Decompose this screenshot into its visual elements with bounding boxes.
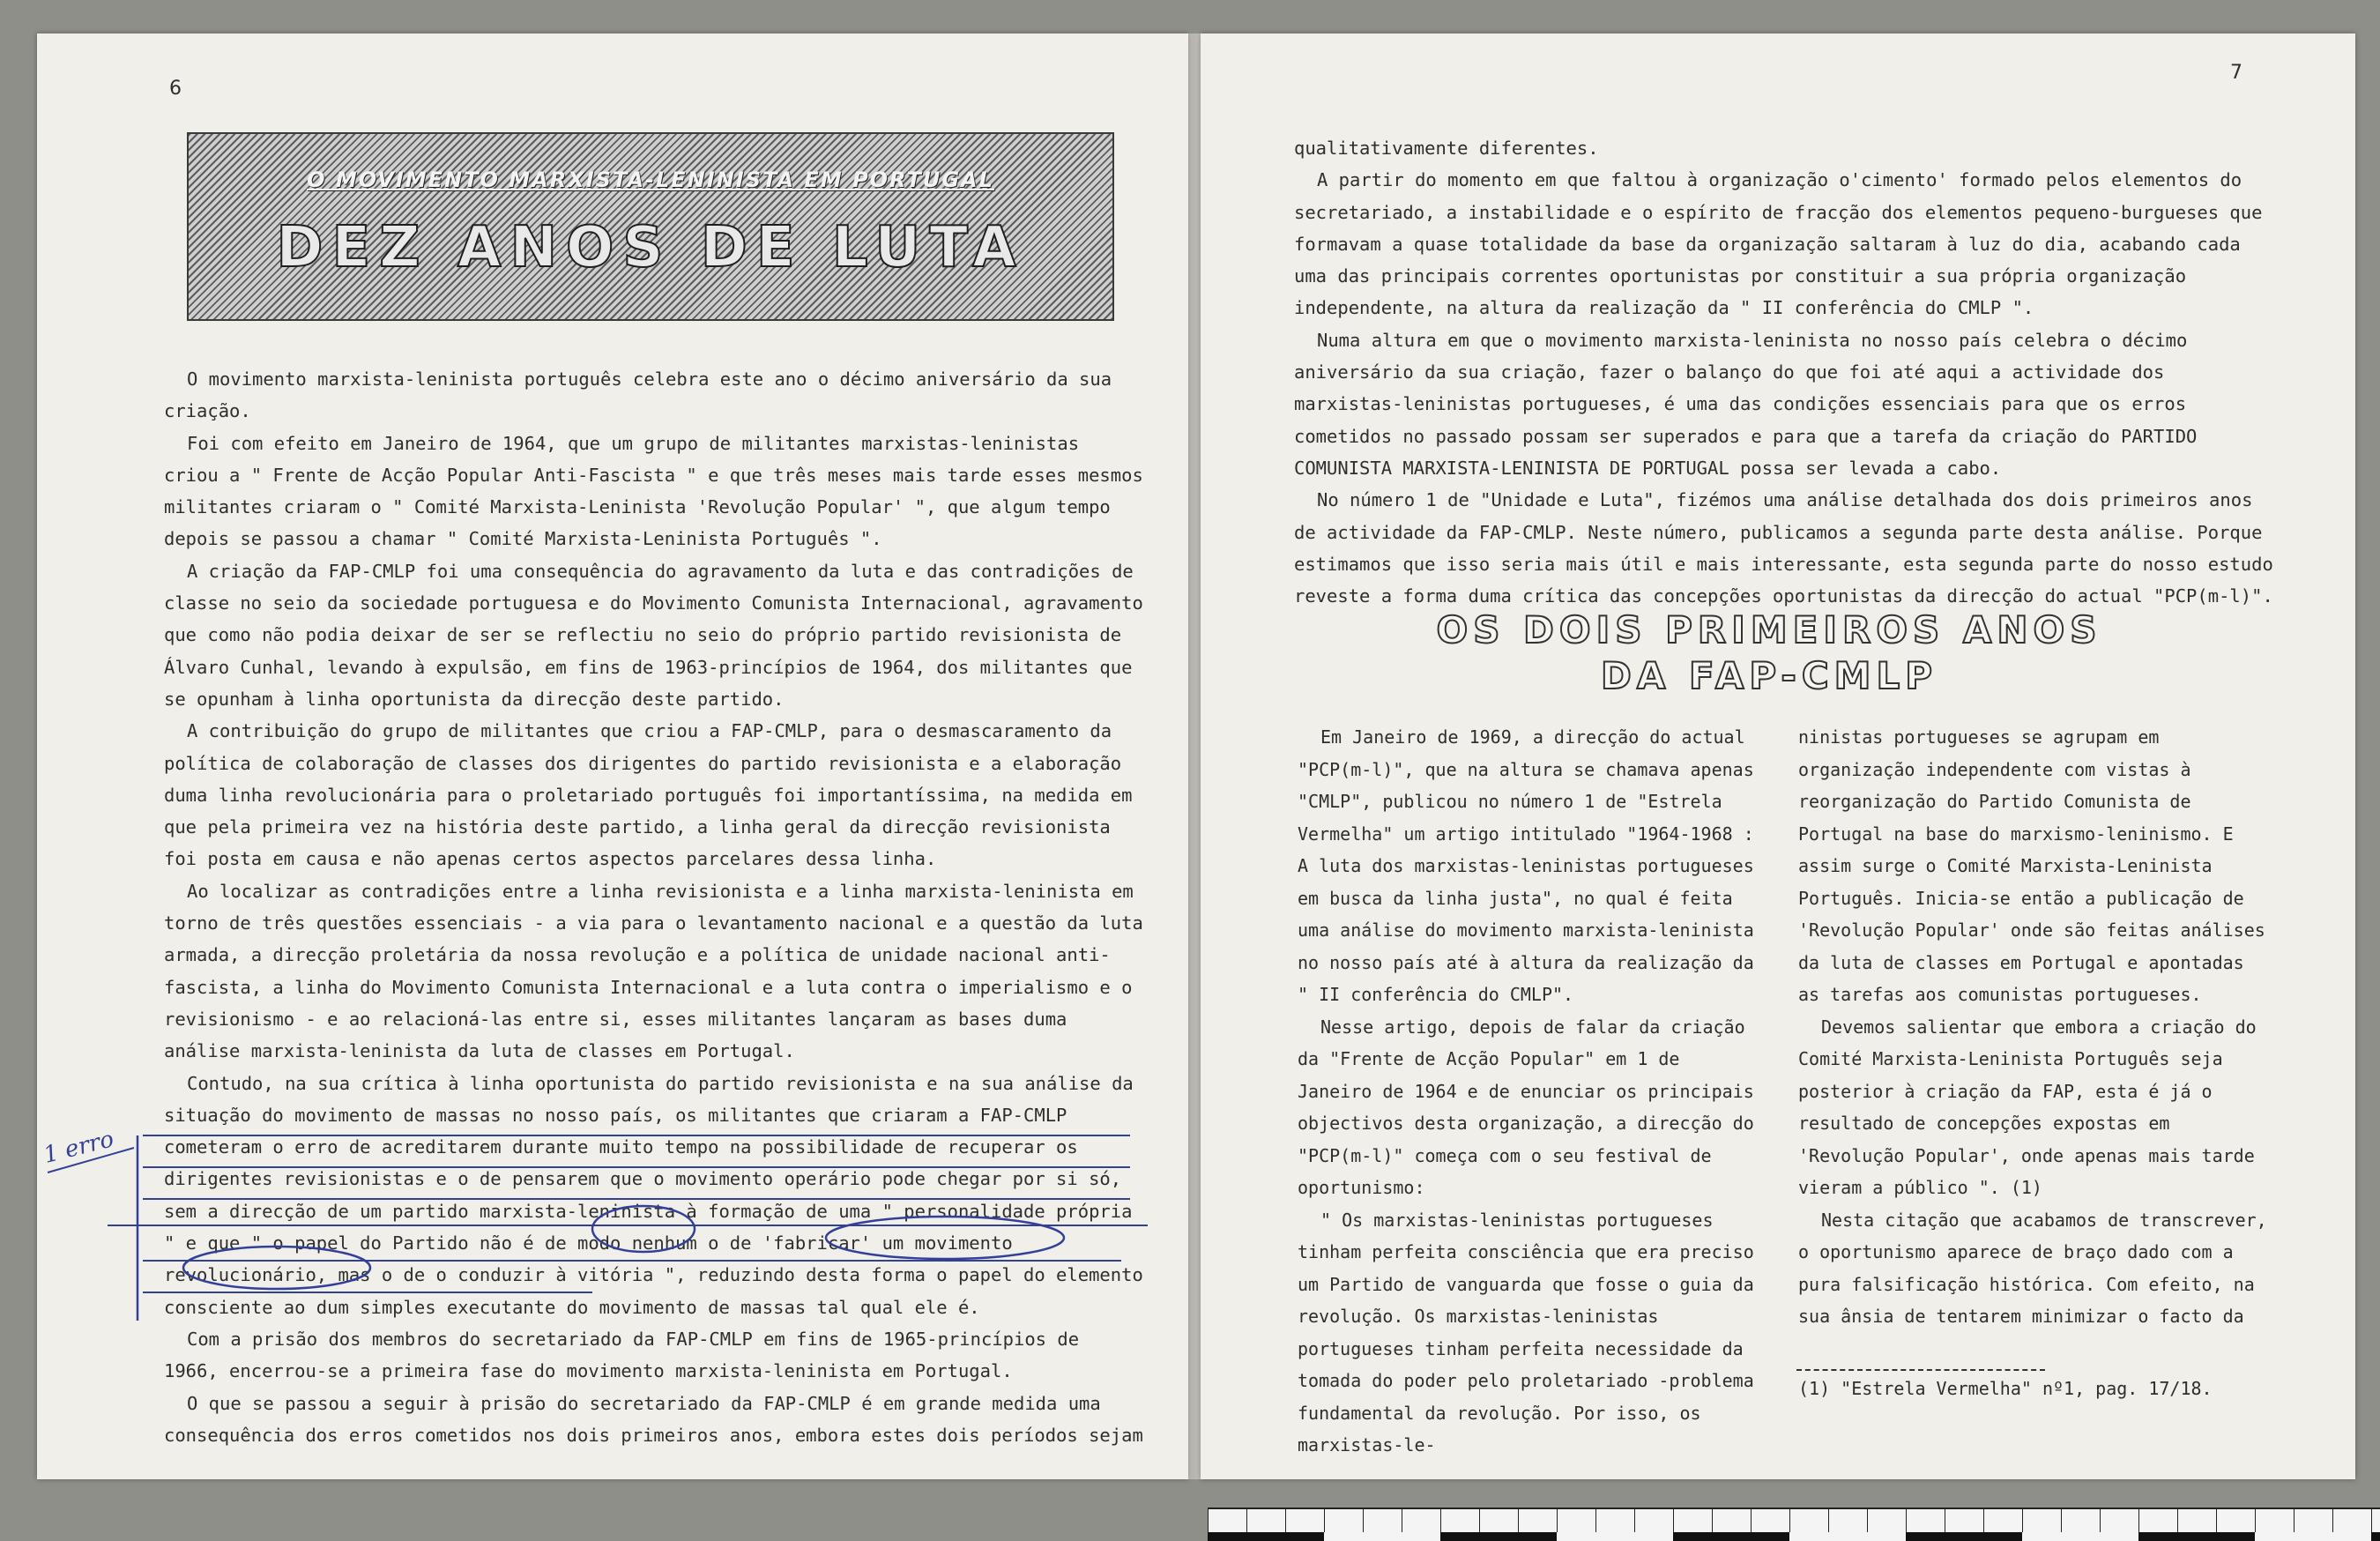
section-title: OS DOIS PRIMEIROS ANOS	[1436, 608, 2102, 651]
paragraph: Nesse artigo, depois de falar da criação da "Frente de Acção Popular" em 1 de Janeiro de 1964 e de enunciar os principais objectivos desta organização, a direcção do "PCP(m-l)" começa com o seu festival de oportunismo:	[1298, 1016, 1754, 1198]
paragraph: A partir do momento em que faltou à organização o'cimento' formado pelos elementos do secretariado, a instabilidade e o espírito de fracção dos elementos pequeno-burgueses que formavam a quase totalidade da base da organização saltaram à luz do dia, acabando cada uma das principais correntes oportunistas por constituir a sua própria organização independente, na altura da realização da " II conferência do CMLP ".	[1294, 169, 2263, 319]
paragraph: Devemos salientar que embora a criação do Comité Marxista-Leninista Português seja posterior à criação da FAP, esta é já o resultado de concepções expostas em 'Revolução Popular', onde apenas mais tarde vieram a público ". (1)	[1798, 1016, 2257, 1198]
paragraph: A contribuição do grupo de militantes que criou a FAP-CMLP, para o desmascaramento da política de colaboração de classes dos dirigentes do partido revisionista e a elaboração duma linha revolucionária para o proletariado português foi importantíssima, na medida em que pela primeira vez na história deste partido, a linha geral da direcção revisionista foi posta em causa e não apenas certos aspectos parcelares dessa linha.	[164, 720, 1133, 870]
title-banner	[187, 132, 1114, 321]
margin-note: 1 erro	[41, 1126, 117, 1169]
column-right	[1798, 721, 2274, 1333]
banner-subtitle: O MOVIMENTO MARXISTA-LENINISTA EM PORTUGAL	[307, 168, 994, 192]
paragraph: O movimento marxista-leninista português celebra este ano o décimo aniversário da sua criação.	[164, 368, 1112, 422]
footnote: (1) "Estrela Vermelha" nº1, pag. 17/18.	[1798, 1378, 2213, 1399]
paragraph: ninistas portugueses se agrupam em organização independente com vistas à reorganização do Partido Comunista de Portugal na base do marxismo-leninismo. E assim surge o Comité Marxista-Leninista Português. Inicia-se então a publicação de 'Revolução Popular' onde são feitas análises da luta de classes em Portugal e apontadas as tarefas aos comunistas portugueses.	[1798, 726, 2265, 1005]
paragraph: Foi com efeito em Janeiro de 1964, que um grupo de militantes marxistas-leninistas criou a " Frente de Acção Popular Anti-Fascista " e que três meses mais tarde esses mesmos militantes criaram o " Comité Marxista-Leninista 'Revolução Popular' ", que algum tempo depois se passou a chamar " Comité Marxista-Leninista Português ".	[164, 432, 1143, 550]
paragraph: " Os marxistas-leninistas portugueses tinham perfeita consciência que era preciso um Partido de vanguarda que fosse o guia da revolução. Os marxistas-leninistas portugueses tinham perfeita necessidade da tomada do poder pelo proletariado -problema fundamental da revolução. Por isso, os marxistas-le-	[1298, 1209, 1754, 1455]
paragraph: Numa altura em que o movimento marxista-leninista no nosso país celebra o décimo aniversário da sua criação, fazer o balanço do que foi até aqui a actividade dos marxistas-leninistas portugueses, é uma das condições essenciais para que os erros cometidos no passado possam ser superados e para que a tarefa da criação do PARTIDO COMUNISTA MARXISTA-LENINISTA DE PORTUGAL possa ser levada a cabo.	[1294, 329, 2198, 479]
paragraph-annotated: Contudo, na sua crítica à linha oportunista do partido revisionista e na sua análise da situação do movimento de massas no nosso país, os militantes que criaram a FAP-CMLP cometeram o erro de acreditarem durante muito tempo na possibilidade de recuperar os dirigentes revisionistas e o de pensarem que o movimento operário pode chegar por si só, sem a direcção de um partido marxista-leninista à formação de uma " personalidade própria " e que " o papel do Partido não é de modo nenhum o de 'fabricar' um movimento revolucionário, mas o de o conduzir à vitória ", reduzindo desta forma o papel do elemento consciente ao dum simples executante do movimento de massas tal qual ele é.	[164, 1072, 1143, 1318]
page-number: 6	[169, 78, 182, 100]
section-title: DA FAP-CMLP	[1600, 654, 1937, 697]
footnote-rule	[1796, 1369, 2045, 1371]
column-left	[1298, 721, 1756, 1462]
scale-ruler	[1208, 1508, 2380, 1541]
paragraph: Em Janeiro de 1969, a direcção do actual "PCP(m-l)", que na altura se chamava apenas "CMLP", publicou no número 1 de "Estrela Vermelha" um artigo intitulado "1964-1968 : A luta dos marxistas-leninistas portugueses em busca da linha justa", no qual é feita uma análise do movimento marxista-leninista no nosso país até à altura da realização da " II conferência do CMLP".	[1298, 726, 1754, 1005]
paragraph: Nesta citação que acabamos de transcrever, o oportunismo aparece de braço dado com a pura falsificação histórica. Com efeito, na sua ânsia de tentarem minimizar o facto da	[1798, 1209, 2267, 1327]
handwritten-annotations	[37, 1118, 1188, 1329]
paragraph: qualitativamente diferentes.	[1294, 138, 1599, 159]
paragraph: O que se passou a seguir à prisão do secretariado da FAP-CMLP é em grande medida uma consequência dos erros cometidos nos dois primeiros anos, embora estes dois períodos sejam	[164, 1392, 1143, 1446]
paragraph: Com a prisão dos membros do secretariado da FAP-CMLP em fins de 1965-princípios de 1966, encerrou-se a primeira fase do movimento marxista-leninista em Portugal.	[164, 1328, 1080, 1382]
article-body	[1294, 132, 2283, 612]
paragraph: Ao localizar as contradições entre a linha revisionista e a linha marxista-leninista em torno de três questões essenciais - a via para o levantamento nacional e a questão da luta armada, a direcção proletária da nossa revolução e a política de unidade nacional anti-fascista, a linha do Movimento Comunista Internacional e a luta contra o imperialismo e o revisionismo - e ao relacioná-las entre si, esses militantes lançaram as bases duma análise marxista-leninista da luta de classes em Portugal.	[164, 880, 1143, 1062]
left-page	[37, 34, 1188, 1479]
page-number: 7	[2230, 62, 2242, 84]
paragraph: No número 1 de "Unidade e Luta", fizémos uma análise detalhada dos dois primeiros anos de actividade da FAP-CMLP. Neste número, publicamos a segunda parte desta análise. Porque estimamos que isso seria mais útil e mais interessante, esta segunda parte do nosso estudo reveste a forma duma crítica das concepções oportunistas da direcção do actual "PCP(m-l)".	[1294, 489, 2273, 607]
right-page	[1201, 34, 2355, 1479]
paragraph: A criação da FAP-CMLP foi uma consequência do agravamento da luta e das contradições de classe no seio da sociedade portuguesa e do Movimento Comunista Internacional, agravamento que como não podia deixar de ser se reflectiu no seio do próprio partido revisionista de Álvaro Cunhal, levando à expulsão, em fins de 1963-princípios de 1964, dos militantes que se opunham à linha oportunista da direcção deste partido.	[164, 560, 1143, 710]
banner-title: DEZ ANOS DE LUTA	[276, 215, 1025, 280]
